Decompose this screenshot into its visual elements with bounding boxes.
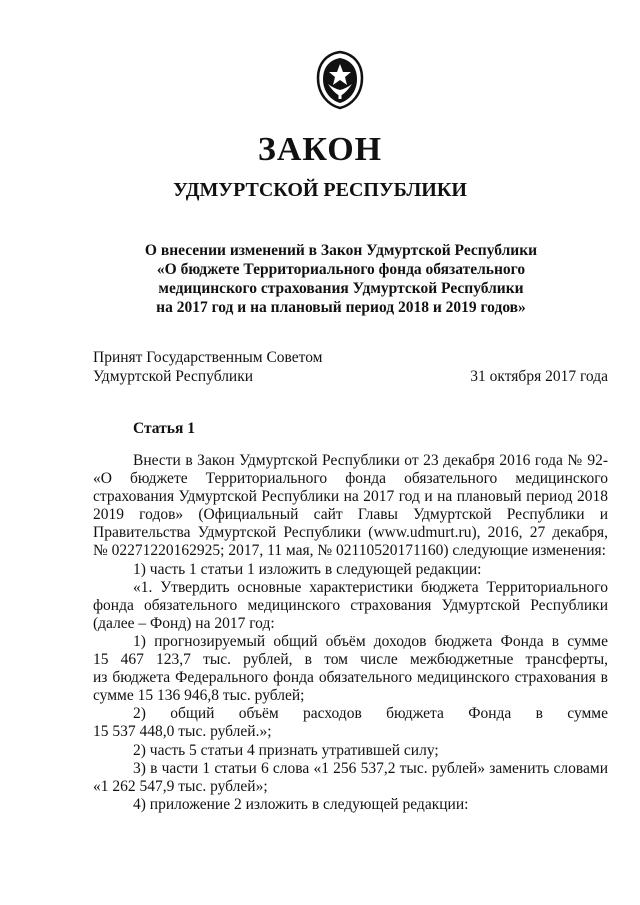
law-title-line: на 2017 год и на плановый период 2018 и 2019 годов» [156, 299, 526, 316]
adoption-date: 31 октября 2017 года [470, 368, 608, 385]
body-line: сумме 15 136 946,8 тыс. рублей; [93, 687, 305, 705]
body-line: фонда обязательного медицинского страхования Удмуртской Республики [93, 596, 608, 614]
body-line: страхования Удмуртской Республики на 2017 год и на плановый период 2018 [93, 488, 608, 506]
body-line: «1 262 547,9 тыс. рублей»; [93, 777, 268, 795]
body-line: 2) общий объём расходов бюджета Фонда в сумме [133, 705, 608, 723]
adoption-line: Принят Государственным Советом [93, 349, 323, 366]
article-body [93, 452, 608, 814]
adoption-line: Удмуртской Республики [93, 368, 254, 385]
body-line: 1) часть 1 статьи 1 изложить в следующей редакции: [133, 560, 482, 578]
article-heading: Статья 1 [133, 420, 195, 437]
coat-of-arms-icon [314, 50, 366, 110]
body-line: 3) в части 1 статьи 6 слова «1 256 537,2 тыс. рублей» заменить словами [133, 759, 608, 777]
law-title-line: О внесении изменений в Закон Удмуртской Республики [144, 242, 538, 259]
body-line: 4) приложение 2 изложить в следующей редакции: [133, 795, 469, 813]
body-line: 15 537 448,0 тыс. рублей.»; [93, 723, 272, 741]
body-line: из бюджета Федерального фонда обязательного медицинского страхования в [93, 669, 608, 687]
adoption-statement [93, 348, 323, 386]
body-line: (далее – Фонд) на 2017 год: [93, 614, 275, 632]
document-subtitle: УДМУРТСКОЙ РЕСПУБЛИКИ [173, 179, 467, 201]
law-title [96, 241, 586, 317]
law-title-line: «О бюджете Территориального фонда обязательного [156, 261, 526, 278]
body-line: «1. Утвердить основные характеристики бюджета Территориального [133, 578, 608, 596]
body-line: Внести в Закон Удмуртской Республики от 23 декабря 2016 года № 92- [133, 452, 608, 469]
body-line: Правительства Удмуртской Республики (www.udmurt.ru), 2016, 27 декабря, [93, 524, 608, 542]
body-line: 15 467 123,7 тыс. рублей, в том числе межбюджетные трансферты, [93, 651, 608, 669]
body-line: 2) часть 5 статьи 4 признать утратившей силу; [133, 741, 439, 759]
law-title-line: медицинского страхования Удмуртской Республики [158, 280, 524, 297]
body-line: «О бюджете Территориального фонда обязательного медицинского [93, 470, 608, 488]
body-line: 1) прогнозируемый общий объём доходов бюджета Фонда в сумме [133, 632, 608, 650]
body-line: № 02271220162925; 2017, 11 мая, № 02110520171160) следующие изменения: [93, 542, 606, 560]
document-title: ЗАКОН [257, 131, 383, 168]
body-line: 2019 годов» (Официальный сайт Главы Удмуртской Республики и [93, 506, 608, 524]
